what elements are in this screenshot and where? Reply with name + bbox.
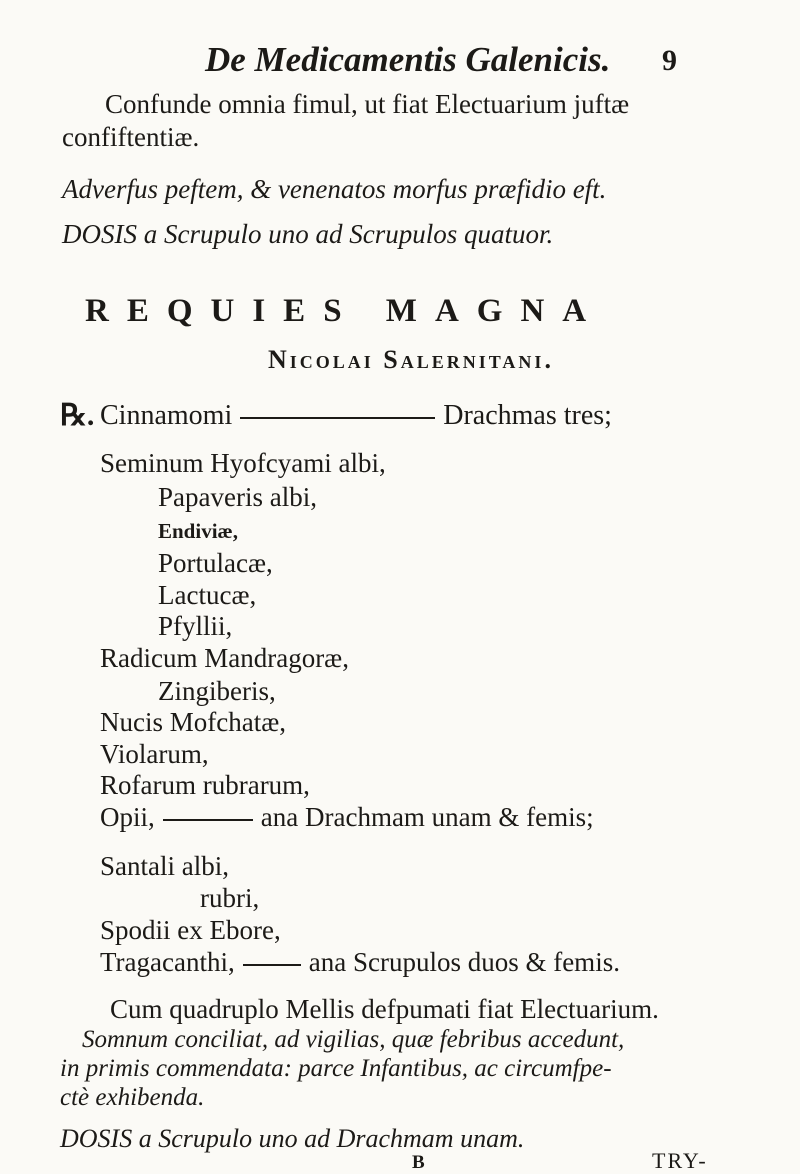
dash-rule [243,964,301,966]
ingredient-line: Papaveris albi, [158,482,317,512]
method-line: Cum quadruplo Mellis defpumati fiat Electuarium. [110,994,659,1024]
ingredient-line: Pfyllii, [158,611,233,641]
ingredient-name: Opii, [100,802,155,832]
notes-line-2: in primis commendata: parce Infantibus, ac circumfpe- [60,1055,612,1082]
recipe-title: REQUIES MAGNA [85,293,605,329]
ingredient-quantity: Drachmas tres; [443,400,612,431]
recipe-author: Nicolai Salernitani. [268,345,554,374]
ingredient-row-opii [100,802,594,833]
notes-line-3: ctè exhibenda. [60,1084,205,1111]
intro-line-1: Confunde omnia fimul, ut fiat Electuarium juftæ [105,89,630,119]
dash-rule [240,417,435,419]
page-number: 9 [662,44,677,77]
dosage-line-2: DOSIS a Scrupulo uno ad Drachmam unam. [60,1124,525,1153]
ingredient-line: Seminum Hyofcyami albi, [100,448,386,478]
intro-line-2: confiftentiæ. [62,122,200,152]
ingredient-line: Nucis Mofchatæ, [100,707,286,737]
ingredient-line: Spodii ex Ebore, [100,915,281,945]
ingredient-row-tragacanthi [100,947,620,978]
ingredient-line: Rofarum rubrarum, [100,770,310,800]
ingredient-line: Radicum Mandragoræ, [100,643,349,673]
ingredient-line: Endiviæ, [158,519,238,543]
ingredient-line: Zingiberis, [158,676,276,706]
dash-rule [163,819,253,821]
ingredient-line: Portulacæ, [158,548,273,578]
running-title: De Medicamentis Galenicis. [205,40,611,79]
ingredient-line: rubri, [200,883,260,913]
notes-line-1: Somnum conciliat, ad vigilias, quæ febribus accedunt, [82,1026,625,1053]
ingredient-row-first [100,400,612,432]
signature-mark: B [412,1152,425,1173]
ingredient-name: Cinnamomi [100,400,233,431]
ingredient-quantity: ana Scrupulos duos & femis. [308,947,620,977]
ingredient-name: Tragacanthi, [100,947,235,977]
indication-line: Adverfus peftem, & venenatos morfus præfidio eft. [62,174,607,204]
catchword: TRY- [652,1148,708,1173]
ingredient-line: Violarum, [100,739,209,769]
ingredient-line: Lactucæ, [158,580,257,610]
dosage-line-1: DOSIS a Scrupulo uno ad Scrupulos quatuor. [62,219,554,249]
ingredient-line: Santali albi, [100,851,229,881]
recipe-symbol: ℞. [60,399,95,432]
ingredient-quantity: ana Drachmam unam & femis; [260,802,594,832]
